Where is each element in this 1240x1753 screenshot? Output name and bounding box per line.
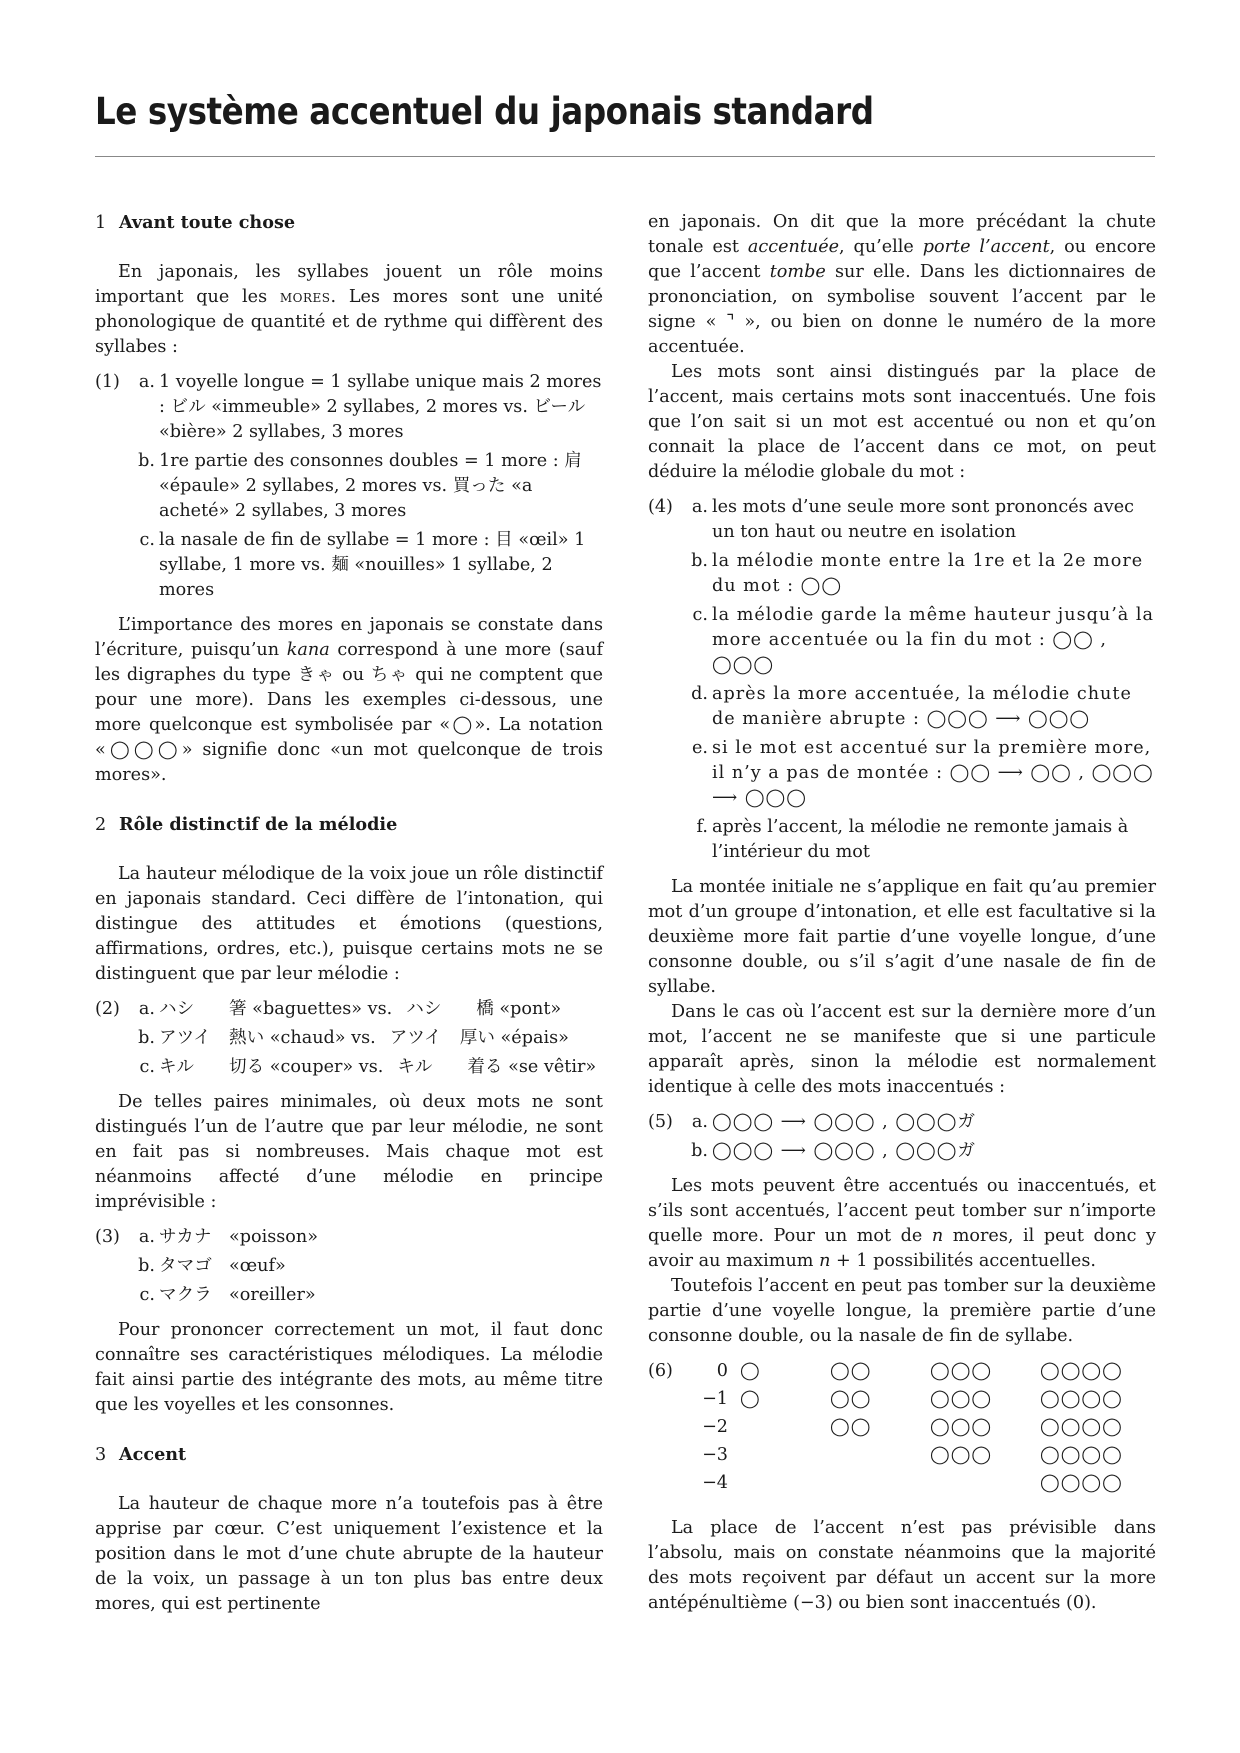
title-rule bbox=[95, 156, 1155, 157]
paragraph: Les mots peuvent être accentués ou inaccentués, et s’ils sont accentués, l’accent peut tomber sur n’importe quelle more. Pour un mot de n mores, il peut donc y avoir au maximum n + 1 possibilités accentuelles. bbox=[648, 1176, 1156, 1271]
paragraph: Toutefois l’accent en peut pas tomber sur la deuxième partie d’une voyelle longue, la première partie d’une consonne double, ou la nasale de fin de syllabe. bbox=[648, 1276, 1156, 1346]
section-heading: 1 Avant toute chose bbox=[95, 212, 296, 233]
left-column bbox=[95, 210, 603, 1617]
paragraph: Les mots sont ainsi distingués par la place de l’accent, mais certains mots sont inaccentués. Une fois que l’on sait si un mot est accentué ou non et qu’on connait la place de l’accent dans ce mot, on peut déduire la mélodie globale du mot : bbox=[648, 362, 1156, 482]
page-title: Le système accentuel du japonais standard bbox=[95, 90, 874, 133]
paragraph: L’importance des mores en japonais se constate dans l’écriture, puisqu’un kana correspond à une more (sauf les digraphes du type きゃ ou ちゃ qui ne comptent que pour une more). Dans les exemples ci-dessous, une more quelconque est symbolisée par «◯». La notation «◯◯◯» signifie donc «un mot quelconque de trois mores». bbox=[95, 615, 603, 785]
example-4: (4) a. les mots d’une seule more sont prononcés avec un ton haut ou neutre en isolation b. la mélodie monte entre la 1re et la 2e more du mot : ◯◯ c. la mélodie garde la même hauteur jusqu’à la more accentuée ou la fin du mot : ◯◯ , ◯◯◯ d. après la more accentuée, la mélodie chute de manière abrupte : ◯◯◯ ⟶ ◯◯◯ e. si le mot est accentué sur la première more, il n’y a pas de montée : ◯◯ ⟶ ◯◯ , ◯◯◯ ⟶ ◯◯◯ f. après l’accent, la mélodie ne remonte jamais à l’intérieur du mot bbox=[648, 497, 1155, 862]
paragraph: Pour prononcer correctement un mot, il faut donc connaître ses caractéristiques mélodiques. La mélodie fait ainsi partie des intégrante des mots, au même titre que les voyelles et les consonnes. bbox=[95, 1320, 603, 1415]
example-2: (2) a. ハシ 箸 «baguettes» vs. ハシ 橋 «pont» b. アツイ 熱い «chaud» vs. アツイ 厚い «épais» c. キル 切る «couper» vs. キル 着る «se vêtir» bbox=[95, 999, 597, 1077]
right-column bbox=[648, 210, 1156, 1616]
paragraph: Dans le cas où l’accent est sur la dernière more d’un mot, l’accent ne se manifeste que si une particule apparaît après, sinon la mélodie est normalement identique à celle des mots inaccentués : bbox=[648, 1002, 1156, 1097]
paragraph: La hauteur de chaque more n’a toutefois pas à être apprise par cœur. C’est uniquement l’existence et la position dans le mot d’une chute abrupte de la hauteur de la voix, un passage à un ton plus bas entre deux mores, qui est pertinente bbox=[95, 1494, 603, 1614]
example-3: (3) a. サカナ «poisson» b. タマゴ «œuf» c. マクラ «oreiller» bbox=[95, 1227, 318, 1305]
paragraph: De telles paires minimales, où deux mots ne sont distingués l’un de l’autre que par leur mélodie, ne sont en fait pas si nombreuses. Mais chaque mot est néanmoins affecté d’une mélodie en principe imprévisible : bbox=[95, 1092, 603, 1212]
paragraph: La hauteur mélodique de la voix joue un rôle distinctif en japonais standard. Ceci diffère de l’intonation, qui distingue des attitudes et émotions (questions, affirmations, ordres, etc.), puisque certains mots ne se distinguent que par leur mélodie : bbox=[95, 864, 603, 984]
accent-table: (6) 0 ◯ ◯◯ ◯◯◯ ◯◯◯◯ −1 ◯ ◯◯ ◯◯◯ ◯◯◯◯ −2 ◯◯ ◯◯◯ ◯◯◯◯ −3 ◯◯◯ ◯◯◯◯ −4 ◯◯◯◯ bbox=[648, 1361, 1123, 1493]
paragraph: La montée initiale ne s’applique en fait qu’au premier mot d’un groupe d’intonation, et elle est facultative si la deuxième more fait partie d’une voyelle longue, d’une consonne double, ou s’il s’agit d’une nasale de fin de syllabe. bbox=[648, 877, 1156, 997]
paragraph: En japonais, les syllabes jouent un rôle moins important que les mores. Les mores sont une unité phonologique de quantité et de rythme qui diffèrent des syllabes : bbox=[95, 262, 603, 357]
example-6 bbox=[648, 1359, 1156, 1496]
section-heading: 2 Rôle distinctif de la mélodie bbox=[95, 814, 398, 835]
section-heading: 3 Accent bbox=[95, 1444, 187, 1465]
paragraph: en japonais. On dit que la more précédant la chute tonale est accentuée, qu’elle porte l’accent, ou encore que l’accent tombe sur elle. Dans les dictionnaires de prononciation, on symbolise souvent l’accent par le signe « ⌝ », ou bien on donne le numéro de la more accentuée. bbox=[648, 212, 1157, 357]
example-5: (5) a. ◯◯◯ ⟶ ◯◯◯ , ◯◯◯ガ b. ◯◯◯ ⟶ ◯◯◯ , ◯◯◯ガ bbox=[648, 1112, 976, 1161]
example-1: (1) a. 1 voyelle longue = 1 syllabe unique mais 2 mores : ビル «immeuble» 2 syllabes, 2 mores vs. ビール «bière» 2 syllabes, 3 mores b. 1re partie des consonnes doubles = 1 more : 肩 «épaule» 2 syllabes, 2 mores vs. 買った «a acheté» 2 syllabes, 3 mores c. la nasale de fin de syllabe = 1 more : 目 «œil» 1 syllabe, 1 more vs. 麺 «nouilles» 1 syllabe, 2 mores bbox=[95, 372, 602, 600]
paragraph: La place de l’accent n’est pas prévisible dans l’absolu, mais on constate néanmoins que la majorité des mots reçoivent par défaut un accent sur la more antépénultième (−3) ou bien sont inaccentués (0). bbox=[648, 1518, 1156, 1613]
